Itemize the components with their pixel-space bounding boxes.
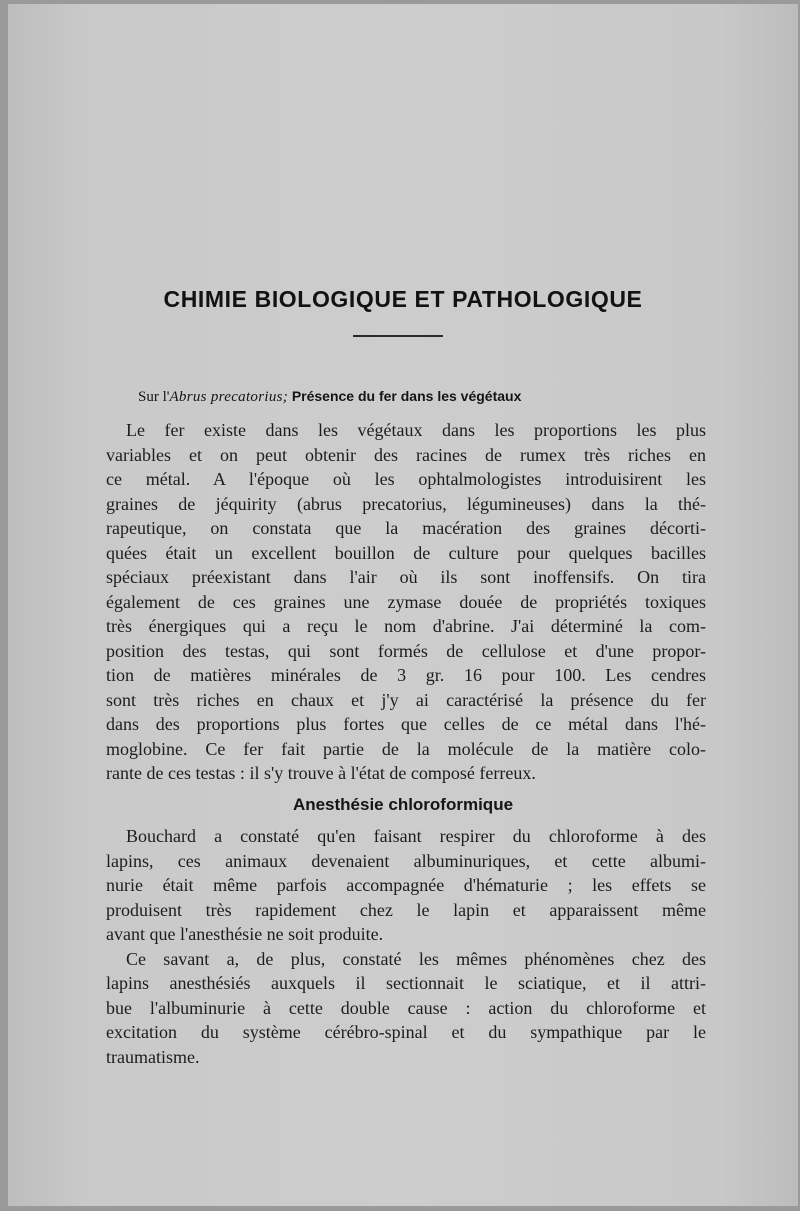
section2-body xyxy=(106,824,706,1069)
text-line: tion de matières minérales de 3 gr. 16 pour 100. Les cendres xyxy=(106,665,706,685)
section2-heading: Anesthésie chloroformique xyxy=(292,795,514,814)
text-line: sont très riches en chaux et j'y ai caractérisé la présence du fer xyxy=(106,689,706,710)
text-line: variables et on peut obtenir des racines de rumex très riches en xyxy=(106,444,706,465)
text-line: lapins, ces animaux devenaient albuminuriques, et cette albumi- xyxy=(106,850,706,871)
text-line: Bouchard a constaté qu'en faisant respirer du chloroforme à des xyxy=(126,826,706,846)
text-line: moglobine. Ce fer fait partie de la molécule de la matière colo- xyxy=(106,738,706,759)
text-line: Le fer existe dans les végétaux dans les proportions les plus xyxy=(126,420,706,440)
text-line: quées était un excellent bouillon de culture pour quelques bacilles xyxy=(106,542,706,563)
text-line: également de ces graines une zymase douée de propriétés toxiques xyxy=(106,591,706,612)
section1-body xyxy=(106,418,706,786)
section1-heading-prefix: Sur l' xyxy=(138,389,170,405)
section1-heading-rest: Présence du fer dans les végétaux xyxy=(291,388,522,404)
book-page xyxy=(8,4,798,1206)
text-line: graines de jéquirity (abrus precatorius, légumineuses) dans la thé- xyxy=(106,493,706,514)
text-line: nurie était même parfois accompagnée d'hématurie ; les effets se xyxy=(106,875,706,895)
text-line: ce métal. A l'époque où les ophtalmologistes introduisirent les xyxy=(106,469,706,489)
text-line: avant que l'anesthésie ne soit produite. xyxy=(106,924,384,944)
page-title: CHIMIE BIOLOGIQUE ET PATHOLOGIQUE xyxy=(163,286,643,312)
text-line: excitation du système cérébro-spinal et du sympathique par le xyxy=(106,1022,706,1042)
text-line: spéciaux préexistant dans l'air où ils sont inoffensifs. On tira xyxy=(106,567,706,587)
text-line: traumatisme. xyxy=(106,1046,200,1067)
text-line: Ce savant a, de plus, constaté les mêmes phénomènes chez des xyxy=(126,948,706,969)
text-line: bue l'albuminurie à cette double cause : action du chloroforme et xyxy=(106,997,706,1018)
text-line: rante de ces testas : il s'y trouve à l'état de composé ferreux. xyxy=(106,763,536,783)
text-line: produisent très rapidement chez le lapin et apparaissent même xyxy=(106,899,706,920)
title-divider xyxy=(353,335,443,337)
text-line: très énergiques qui a reçu le nom d'abrine. J'ai déterminé la com- xyxy=(106,616,706,636)
section1-heading xyxy=(138,388,698,406)
text-line: lapins anesthésiés auxquels il sectionnait le sciatique, et il attri- xyxy=(106,973,706,993)
section1-heading-italic: Abrus precatorius; xyxy=(169,389,289,405)
text-line: dans des proportions plus fortes que celles de ce métal dans l'hé- xyxy=(106,714,706,734)
text-line: position des testas, qui sont formés de cellulose et d'une propor- xyxy=(106,640,706,661)
text-line: rapeutique, on constata que la macération des graines décorti- xyxy=(106,518,706,538)
